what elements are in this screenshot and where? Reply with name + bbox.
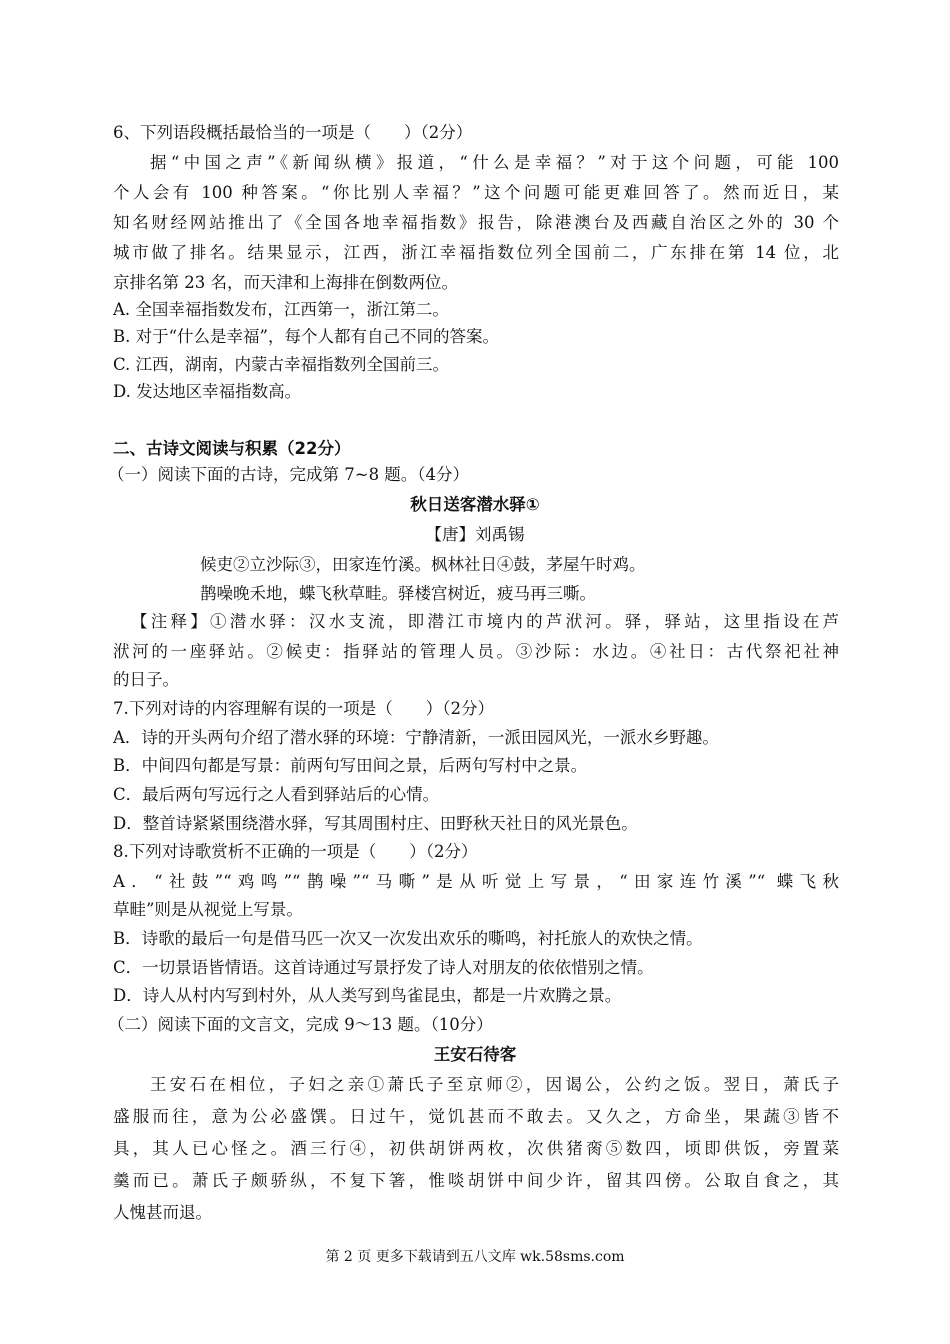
section-heading: 二、古诗文阅读与积累（22分）: [113, 439, 351, 458]
prose-line: 具，其人已心怪之。酒三行④，初供胡饼两枚，次供猪脔⑤数四，顷即供饭，旁置菜: [113, 1139, 839, 1158]
q8-question: 8.下列对诗歌赏析不正确的一项是（ ）（2分）: [113, 842, 478, 861]
q7-option-d: D．整首诗紧紧围绕潜水驿，写其周围村庄、田野秋天社日的风光景色。: [113, 814, 638, 833]
q7-question: 7.下列对诗的内容理解有误的一项是（ ）（2分）: [113, 699, 494, 718]
part2-intro: （二）阅读下面的文言文，完成 9～13 题。（10分）: [108, 1015, 493, 1034]
q6-passage-line: 城市做了排名。结果显示，江西，浙江幸福指数位列全国前二，广东排在第 14 位，北: [113, 243, 839, 262]
notes-line: 洑河的一座驿站。②候吏：指驿站的管理人员。③沙际：水边。④社日：古代祭祀社神: [113, 642, 839, 661]
q8-option-a-cont: 草畦”则是从视觉上写景。: [113, 900, 303, 919]
prose-title: 王安石待客: [433, 1045, 517, 1064]
q6-passage-line: 据“中国之声”《新闻纵横》报道，“什么是幸福？”对于这个问题，可能 100: [150, 153, 839, 172]
q7-option-c: C．最后两句写远行之人看到驿站后的心情。: [113, 785, 440, 804]
prose-line: 羹而已。萧氏子颇骄纵，不复下箸，惟啖胡饼中间少许，留其四傍。公取自食之，其: [113, 1171, 839, 1190]
q6-option-a: A. 全国幸福指数发布，江西第一，浙江第二。: [113, 300, 449, 319]
q6-question: 6、下列语段概括最恰当的一项是（ ）（2分）: [113, 123, 473, 142]
q6-passage-line: 京排名第 23 名，而天津和上海排在倒数两位。: [113, 273, 458, 292]
q8-option-b: B．诗歌的最后一句是借马匹一次又一次发出欢乐的嘶鸣，衬托旅人的欢快之情。: [113, 929, 703, 948]
poem-line: 候吏②立沙际③，田家连竹溪。枫林社日④鼓，茅屋午时鸡。: [200, 555, 646, 574]
q7-option-b: B．中间四句都是写景：前两句写田间之景，后两句写村中之景。: [113, 756, 588, 775]
prose-line: 王安石在相位，子妇之亲①萧氏子至京师②，因谒公，公约之饭。翌日，萧氏子: [150, 1075, 839, 1094]
poem-title: 秋日送客潜水驿①: [410, 495, 540, 514]
poem-author: 【唐】刘禹锡: [425, 525, 525, 544]
page-footer: 第 2 页 更多下载请到五八文库 wk.58sms.com: [325, 1249, 625, 1265]
q7-option-a: A．诗的开头两句介绍了潜水驿的环境：宁静清新，一派田园风光，一派水乡野趣。: [113, 728, 719, 747]
q8-option-a: A．“社鼓”“鸡鸣”“鹊噪”“马嘶”是从听觉上写景，“田家连竹溪”“ 蝶飞秋: [113, 872, 839, 891]
q6-passage-line: 个人会有 100 种答案。“你比别人幸福？”这个问题可能更难回答了。然而近日，某: [113, 183, 839, 202]
poem-line: 鹊噪晚禾地，蝶飞秋草畦。驿楼宫树近，疲马再三嘶。: [200, 584, 596, 603]
prose-line: 盛服而往，意为公必盛馔。日过午，觉饥甚而不敢去。又久之，方命坐，果蔬③皆不: [113, 1107, 839, 1126]
q8-option-d: D．诗人从村内写到村外，从人类写到鸟雀昆虫，都是一片欢腾之景。: [113, 986, 622, 1005]
notes-line: 【注释】①潜水驿：汉水支流，即潜江市境内的芦洑河。驿，驿站，这里指设在芦: [131, 612, 839, 631]
q6-option-b: B. 对于“什么是幸福”，每个人都有自己不同的答案。: [113, 327, 499, 346]
notes-line: 的日子。: [113, 670, 179, 689]
q6-passage-line: 知名财经网站推出了《全国各地幸福指数》报告，除港澳台及西藏自治区之外的 30 个: [113, 213, 839, 232]
part1-intro: （一）阅读下面的古诗，完成第 7~8 题。（4分）: [108, 465, 470, 484]
q6-option-d: D. 发达地区幸福指数高。: [113, 382, 302, 401]
prose-line: 人愧甚而退。: [113, 1203, 212, 1222]
q6-option-c: C. 江西，湖南，内蒙古幸福指数列全国前三。: [113, 355, 450, 374]
q8-option-c: C．一切景语皆情语。这首诗通过写景抒发了诗人对朋友的依依惜别之情。: [113, 958, 654, 977]
